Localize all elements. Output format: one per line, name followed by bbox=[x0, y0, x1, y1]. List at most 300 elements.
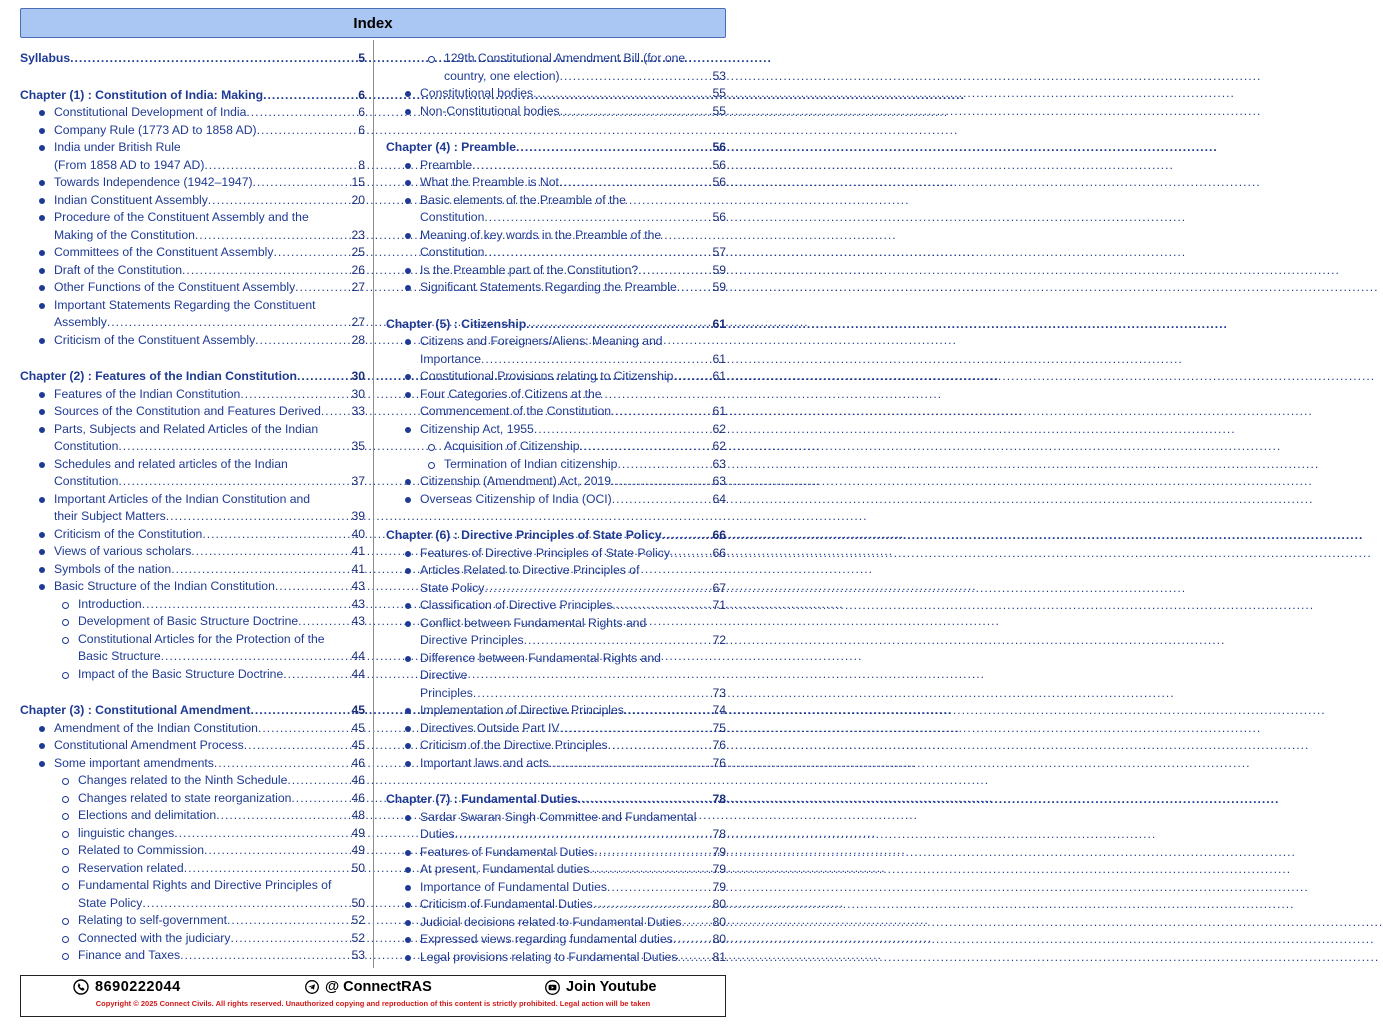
toc-text: Conflict between Fundamental Rights and bbox=[420, 615, 647, 630]
bullet-dot bbox=[405, 743, 411, 749]
toc-item[interactable] bbox=[54, 561, 365, 578]
toc-item[interactable] bbox=[420, 103, 726, 120]
toc-item[interactable] bbox=[54, 421, 365, 438]
bullet-circle bbox=[62, 848, 69, 855]
bullet-dot bbox=[39, 250, 45, 256]
page-number: 79 bbox=[712, 844, 726, 859]
toc-text: Finance and Taxes bbox=[78, 948, 181, 962]
toc-text: Constitution bbox=[420, 210, 485, 224]
index-title-text: Index bbox=[353, 14, 393, 32]
telegram-icon bbox=[305, 980, 319, 994]
dot-leader bbox=[533, 85, 709, 102]
bullet-dot bbox=[39, 303, 45, 309]
toc-subitem[interactable] bbox=[78, 807, 365, 824]
toc-item[interactable] bbox=[420, 386, 726, 403]
page-number: 56 bbox=[712, 210, 726, 224]
dot-leader bbox=[195, 227, 349, 244]
toc-text: linguistic changes bbox=[78, 825, 175, 840]
toc-subitem[interactable] bbox=[78, 666, 365, 683]
toc-text: Importance of Fundamental Duties bbox=[420, 879, 607, 894]
toc-item[interactable] bbox=[420, 826, 726, 843]
bullet-circle bbox=[62, 619, 69, 626]
bullet-dot bbox=[405, 603, 411, 609]
toc-item[interactable] bbox=[420, 403, 726, 420]
chapter-heading[interactable] bbox=[386, 791, 726, 808]
bullet-dot bbox=[39, 726, 45, 732]
toc-item[interactable] bbox=[420, 632, 726, 649]
toc-item[interactable] bbox=[420, 351, 726, 368]
page-number: 33 bbox=[351, 404, 365, 418]
toc-item[interactable] bbox=[54, 543, 365, 560]
toc-item[interactable] bbox=[54, 104, 365, 121]
bullet-dot bbox=[39, 761, 45, 767]
toc-text: Implementation of Directive Principles bbox=[420, 703, 624, 717]
dot-leader bbox=[118, 438, 348, 455]
page-number: 62 bbox=[712, 439, 726, 453]
dot-leader bbox=[560, 103, 710, 120]
toc-text: Directive Principles bbox=[420, 633, 524, 647]
toc-text: Views of various scholars bbox=[54, 544, 192, 558]
dot-leader bbox=[255, 332, 348, 349]
toc-item[interactable] bbox=[54, 491, 365, 508]
toc-text: Development of Basic Structure Doctrine bbox=[78, 614, 299, 628]
toc-item[interactable] bbox=[54, 227, 365, 244]
footer-phone[interactable] bbox=[73, 979, 181, 995]
page-number: 78 bbox=[712, 792, 726, 806]
toc-text: Some important amendments bbox=[54, 755, 214, 770]
dot-leader bbox=[526, 316, 709, 333]
dot-leader bbox=[534, 421, 710, 438]
bullet-dot bbox=[405, 955, 411, 961]
toc-text: State Policy bbox=[78, 895, 143, 910]
toc-subitem[interactable] bbox=[78, 930, 365, 947]
dot-leader bbox=[321, 403, 349, 420]
chapter-heading[interactable] bbox=[386, 527, 726, 544]
toc-text: Chapter (3) : Constitutional Amendment bbox=[20, 703, 251, 717]
page-number: 26 bbox=[351, 262, 365, 277]
page-number: 53 bbox=[712, 68, 726, 83]
bullet-circle bbox=[62, 918, 69, 925]
chapter-heading[interactable] bbox=[20, 368, 365, 385]
page-number: 30 bbox=[351, 369, 365, 383]
toc-text: Parts, Subjects and Related Articles of the Indian bbox=[54, 421, 319, 436]
bullet-dot bbox=[405, 656, 411, 662]
toc-item[interactable] bbox=[54, 209, 365, 226]
dot-leader bbox=[298, 613, 348, 630]
toc-item[interactable] bbox=[420, 192, 726, 209]
toc-item[interactable] bbox=[54, 314, 365, 331]
toc-text: Indian Constituent Assembly bbox=[54, 192, 208, 207]
chapter-heading[interactable] bbox=[20, 87, 365, 104]
toc-item[interactable] bbox=[54, 438, 365, 455]
page-number: 27 bbox=[351, 315, 365, 329]
toc-item[interactable] bbox=[54, 456, 365, 473]
toc-item[interactable] bbox=[420, 368, 726, 385]
toc-text: Impact of the Basic Structure Doctrine bbox=[78, 666, 284, 681]
dot-leader bbox=[611, 403, 709, 420]
page-number: 40 bbox=[351, 526, 365, 541]
toc-item[interactable] bbox=[420, 809, 726, 826]
toc-text: Other Functions of the Constituent Assembly bbox=[54, 280, 296, 294]
page-number: 63 bbox=[712, 456, 726, 471]
toc-text: Importance bbox=[420, 351, 481, 366]
toc-subitem[interactable] bbox=[78, 790, 365, 807]
toc-text: Criticism of the Directive Principles bbox=[420, 738, 608, 752]
dot-leader bbox=[291, 790, 348, 807]
toc-text: Chapter (5) : Citizenship bbox=[386, 316, 527, 331]
toc-item[interactable] bbox=[420, 737, 726, 754]
page-number: 35 bbox=[351, 439, 365, 453]
bullet-dot bbox=[405, 91, 411, 97]
toc-text: Elections and delimitation bbox=[78, 808, 217, 822]
toc-text: State Policy bbox=[420, 580, 485, 595]
toc-item[interactable] bbox=[54, 508, 365, 525]
page-number: 46 bbox=[351, 755, 365, 770]
toc-subitem[interactable] bbox=[444, 68, 726, 85]
page-number: 79 bbox=[712, 879, 726, 894]
toc-text: Preamble bbox=[420, 157, 473, 172]
toc-text: Chapter (4) : Preamble bbox=[386, 140, 517, 154]
toc-item[interactable] bbox=[54, 174, 365, 191]
dot-leader bbox=[230, 930, 348, 947]
toc-subitem[interactable] bbox=[78, 825, 365, 842]
dot-leader bbox=[455, 826, 710, 843]
toc-text: Constitutional Development of India bbox=[54, 105, 247, 119]
page-number: 39 bbox=[351, 509, 365, 523]
toc-text: Criticism of Fundamental Duties bbox=[420, 897, 593, 911]
dot-leader bbox=[180, 947, 348, 964]
toc-text: At present, Fundamental duties bbox=[420, 862, 590, 876]
toc-item[interactable] bbox=[420, 262, 726, 279]
page-number: 50 bbox=[351, 860, 365, 875]
toc-item[interactable] bbox=[420, 545, 726, 562]
toc-subitem[interactable] bbox=[444, 50, 726, 67]
bullet-dot bbox=[39, 462, 45, 468]
dot-leader bbox=[594, 844, 709, 861]
phone-number: 8690222044 bbox=[95, 979, 181, 995]
toc-item[interactable] bbox=[54, 473, 365, 490]
dot-leader bbox=[204, 157, 355, 174]
toc-text: Changes related to the Ninth Schedule bbox=[78, 773, 288, 787]
page-number: 27 bbox=[351, 280, 365, 294]
dot-leader bbox=[638, 262, 709, 279]
bullet-dot bbox=[405, 726, 411, 732]
dot-leader bbox=[549, 755, 710, 772]
toc-item[interactable] bbox=[54, 192, 365, 209]
page-number: 61 bbox=[712, 369, 726, 383]
dot-leader bbox=[524, 632, 710, 649]
bullet-dot bbox=[405, 427, 411, 433]
toc-text: Basic elements of the Preamble of the bbox=[420, 192, 626, 207]
chapter-heading[interactable] bbox=[20, 702, 365, 719]
toc-item[interactable] bbox=[54, 386, 365, 403]
toc-text: Principles bbox=[420, 685, 473, 700]
toc-text: 129th Constitutional Amendment Bill (for one bbox=[444, 51, 686, 65]
page-number: 75 bbox=[712, 720, 726, 735]
toc-subitem[interactable] bbox=[444, 456, 726, 473]
footer-youtube[interactable] bbox=[545, 979, 657, 995]
toc-item[interactable] bbox=[54, 139, 365, 156]
toc-item[interactable] bbox=[420, 896, 726, 913]
dot-leader bbox=[484, 580, 709, 597]
chapter-heading[interactable] bbox=[386, 139, 726, 156]
dot-leader bbox=[673, 368, 709, 385]
column-divider bbox=[373, 40, 374, 968]
toc-item[interactable] bbox=[420, 580, 726, 597]
toc-item[interactable] bbox=[54, 526, 365, 543]
dot-leader bbox=[70, 50, 355, 67]
page-number: 56 bbox=[712, 175, 726, 189]
bullet-dot bbox=[405, 621, 411, 627]
toc-item[interactable] bbox=[420, 861, 726, 878]
telegram-handle: @ ConnectRAS bbox=[325, 979, 432, 995]
toc-text: Connected with the judiciary bbox=[78, 930, 231, 945]
toc-subitem[interactable] bbox=[78, 631, 365, 648]
toc-text: Difference between Fundamental Rights and bbox=[420, 650, 661, 665]
dot-leader bbox=[516, 139, 709, 156]
toc-item[interactable] bbox=[420, 615, 726, 632]
page-number: 41 bbox=[351, 561, 365, 576]
toc-item[interactable] bbox=[420, 174, 726, 191]
page-number: 66 bbox=[712, 528, 726, 542]
dot-leader bbox=[257, 122, 356, 139]
page-number: 74 bbox=[712, 703, 726, 717]
toc-subitem[interactable] bbox=[78, 860, 365, 877]
bullet-circle bbox=[62, 778, 69, 785]
toc-text: Amendment of the Indian Constitution bbox=[54, 720, 258, 735]
toc-text: Introduction bbox=[78, 596, 142, 611]
toc-text: Changes related to state reorganization bbox=[78, 790, 292, 805]
toc-item[interactable] bbox=[54, 244, 365, 261]
dot-leader bbox=[612, 597, 709, 614]
toc-item[interactable] bbox=[54, 157, 365, 174]
toc-item[interactable] bbox=[420, 755, 726, 772]
bullet-circle bbox=[428, 444, 435, 451]
toc-item[interactable] bbox=[54, 279, 365, 296]
toc-item[interactable] bbox=[54, 332, 365, 349]
bullet-dot bbox=[39, 409, 45, 415]
toc-item[interactable] bbox=[54, 755, 365, 772]
page-number: 61 bbox=[712, 404, 726, 418]
dot-leader bbox=[166, 508, 349, 525]
bullet-dot bbox=[39, 285, 45, 291]
bullet-circle bbox=[62, 866, 69, 873]
footer-telegram[interactable] bbox=[305, 979, 432, 995]
bullet-circle bbox=[62, 637, 69, 644]
bullet-dot bbox=[405, 268, 411, 274]
toc-text: Company Rule (1773 AD to 1858 AD) bbox=[54, 122, 257, 137]
page-number: 49 bbox=[351, 843, 365, 857]
toc-text: Significant Statements Regarding the Preamble bbox=[420, 280, 677, 294]
toc-text: Criticism of the Constitution bbox=[54, 526, 203, 541]
toc-text: Classification of Directive Principles bbox=[420, 598, 613, 612]
toc-text: Important laws and acts bbox=[420, 755, 549, 770]
bullet-dot bbox=[39, 215, 45, 221]
page-number: 37 bbox=[351, 474, 365, 488]
toc-subitem[interactable] bbox=[78, 877, 365, 894]
page-number: 41 bbox=[351, 544, 365, 558]
bullet-dot bbox=[405, 285, 411, 291]
dot-leader bbox=[142, 895, 348, 912]
page-number: 63 bbox=[712, 474, 726, 488]
toc-item[interactable] bbox=[54, 737, 365, 754]
dot-leader bbox=[191, 543, 348, 560]
toc-text: Basic Structure bbox=[78, 649, 161, 663]
toc-text: Chapter (1) : Constitution of India: Making bbox=[20, 87, 264, 102]
toc-item[interactable] bbox=[420, 421, 726, 438]
toc-subitem[interactable] bbox=[78, 648, 365, 665]
toc-text: Citizens and Foreigners/Aliens: Meaning and bbox=[420, 334, 663, 348]
toc-subitem[interactable] bbox=[78, 912, 365, 929]
toc-text: Constitution bbox=[54, 474, 119, 488]
page-number: 76 bbox=[712, 755, 726, 770]
toc-item[interactable] bbox=[420, 279, 726, 296]
toc-text: India under British Rule bbox=[54, 140, 181, 154]
toc-item[interactable] bbox=[420, 227, 726, 244]
page-number: 44 bbox=[351, 649, 365, 663]
bullet-dot bbox=[39, 338, 45, 344]
bullet-dot bbox=[39, 584, 45, 590]
toc-text: Citizenship Act, 1955 bbox=[420, 421, 534, 436]
bullet-dot bbox=[39, 497, 45, 503]
toc-text: Overseas Citizenship of India (OCI) bbox=[420, 491, 612, 506]
dot-leader bbox=[202, 526, 348, 543]
toc-text: Draft of the Constitution bbox=[54, 262, 183, 277]
page-number: 45 bbox=[351, 738, 365, 752]
page-number: 45 bbox=[351, 720, 365, 735]
toc-text: Relating to self-government bbox=[78, 913, 228, 927]
page-number: 5 bbox=[358, 51, 365, 65]
toc-item[interactable] bbox=[420, 209, 726, 226]
bullet-dot bbox=[39, 128, 45, 134]
bullet-dot bbox=[39, 743, 45, 749]
dot-leader bbox=[608, 737, 710, 754]
toc-subitem[interactable] bbox=[444, 438, 726, 455]
toc-text: Constitutional Amendment Process bbox=[54, 738, 244, 752]
bullet-dot bbox=[39, 180, 45, 186]
toc-item[interactable] bbox=[54, 720, 365, 737]
toc-text: Syllabus bbox=[20, 51, 71, 65]
dot-leader bbox=[273, 244, 348, 261]
dot-leader bbox=[275, 578, 349, 595]
toc-subitem[interactable] bbox=[78, 842, 365, 859]
toc-item[interactable] bbox=[420, 949, 726, 966]
chapter-heading[interactable] bbox=[20, 50, 365, 67]
toc-subitem[interactable] bbox=[78, 895, 365, 912]
toc-item[interactable] bbox=[420, 931, 726, 948]
bullet-dot bbox=[405, 551, 411, 557]
toc-item[interactable] bbox=[420, 157, 726, 174]
dot-leader bbox=[662, 527, 710, 544]
bullet-circle bbox=[62, 602, 69, 609]
toc-item[interactable] bbox=[420, 879, 726, 896]
toc-text: country, one election) bbox=[444, 68, 560, 83]
toc-item[interactable] bbox=[420, 650, 726, 667]
bullet-dot bbox=[405, 180, 411, 186]
toc-subitem[interactable] bbox=[78, 947, 365, 964]
toc-text: Important Statements Regarding the Constituent bbox=[54, 297, 316, 312]
toc-item[interactable] bbox=[54, 578, 365, 595]
bullet-dot bbox=[39, 392, 45, 398]
dot-leader bbox=[473, 685, 710, 702]
toc-item[interactable] bbox=[420, 685, 726, 702]
page-number: 49 bbox=[351, 825, 365, 840]
bullet-circle bbox=[428, 56, 435, 63]
toc-item[interactable] bbox=[420, 244, 726, 261]
page-number: 79 bbox=[712, 862, 726, 876]
page-number: 50 bbox=[351, 895, 365, 910]
toc-text: Procedure of the Constituent Assembly and the bbox=[54, 210, 309, 224]
bullet-dot bbox=[39, 567, 45, 573]
dot-leader bbox=[208, 192, 349, 209]
toc-item[interactable] bbox=[420, 702, 726, 719]
page-number: 30 bbox=[351, 386, 365, 401]
dot-leader bbox=[484, 244, 709, 261]
toc-item[interactable] bbox=[420, 597, 726, 614]
toc-item[interactable] bbox=[420, 914, 726, 931]
bullet-circle bbox=[62, 883, 69, 890]
toc-text: Commencement of the Constitution bbox=[420, 404, 612, 418]
page-number: 59 bbox=[712, 262, 726, 277]
toc-item[interactable] bbox=[54, 403, 365, 420]
page-number: 46 bbox=[351, 773, 365, 787]
dot-leader bbox=[481, 351, 709, 368]
bullet-dot bbox=[405, 392, 411, 398]
bullet-dot bbox=[405, 815, 411, 821]
toc-item[interactable] bbox=[54, 122, 365, 139]
dot-leader bbox=[174, 825, 348, 842]
toc-text: Making of the Constitution bbox=[54, 227, 195, 242]
page-number: 61 bbox=[712, 351, 726, 366]
footer bbox=[20, 975, 726, 1017]
bullet-dot bbox=[405, 479, 411, 485]
bullet-dot bbox=[39, 549, 45, 555]
dot-leader bbox=[560, 68, 710, 85]
toc-text: Constitution bbox=[54, 439, 119, 453]
toc-text: Assembly bbox=[54, 315, 107, 329]
page-number: 55 bbox=[712, 86, 726, 100]
page-number: 8 bbox=[358, 157, 365, 172]
phone-icon bbox=[73, 979, 89, 995]
toc-item[interactable] bbox=[420, 562, 726, 579]
dot-leader bbox=[118, 473, 348, 490]
toc-text: Schedules and related articles of the Indian bbox=[54, 456, 288, 471]
toc-item[interactable] bbox=[420, 844, 726, 861]
toc-subitem[interactable] bbox=[78, 772, 365, 789]
toc-item[interactable] bbox=[420, 720, 726, 737]
page-number: 28 bbox=[351, 332, 365, 347]
toc-item[interactable] bbox=[54, 297, 365, 314]
toc-text: Directives Outside Part IV bbox=[420, 720, 560, 735]
page-number: 6 bbox=[358, 105, 365, 119]
toc-item[interactable] bbox=[420, 473, 726, 490]
dot-leader bbox=[283, 666, 348, 683]
toc-subitem[interactable] bbox=[78, 596, 365, 613]
dot-leader bbox=[593, 896, 710, 913]
toc-subitem[interactable] bbox=[78, 613, 365, 630]
bullet-dot bbox=[405, 163, 411, 169]
toc-item[interactable] bbox=[420, 491, 726, 508]
toc-item[interactable] bbox=[420, 333, 726, 350]
bullet-circle bbox=[62, 672, 69, 679]
bullet-circle bbox=[428, 462, 435, 469]
page-number: 6 bbox=[358, 122, 365, 137]
toc-item[interactable] bbox=[420, 85, 726, 102]
page-number: 76 bbox=[712, 738, 726, 752]
toc-item[interactable] bbox=[420, 667, 726, 684]
toc-item[interactable] bbox=[54, 262, 365, 279]
chapter-heading[interactable] bbox=[386, 316, 726, 333]
